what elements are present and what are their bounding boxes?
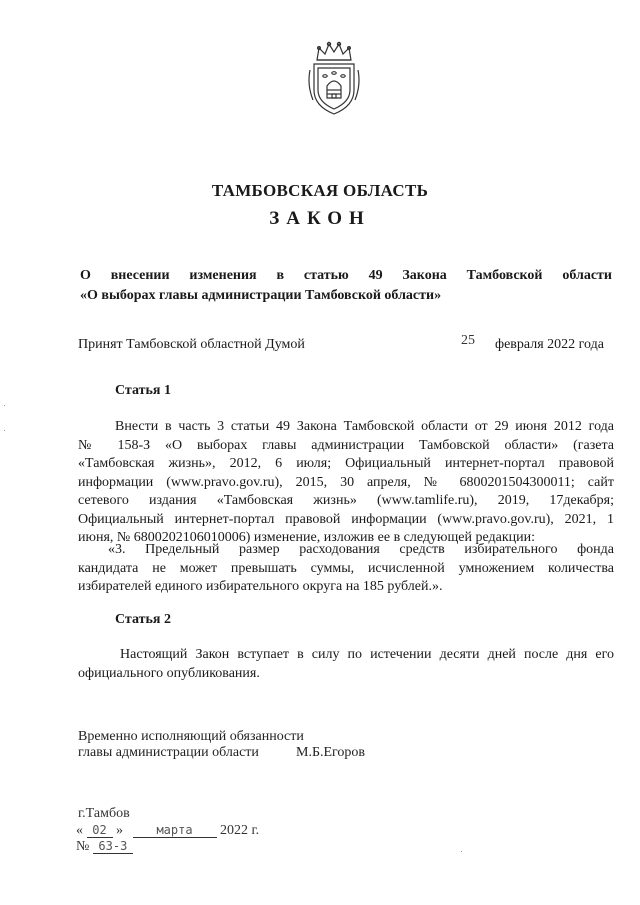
law-number [76,839,133,855]
article-1-quote-line: кандидата не может превышать суммы, исчисленной умножением количества [78,560,614,576]
article-1-quote-line: «3. Предельный размер расходования средств избирательного фонда [108,542,614,557]
article-1-line: Официальный интернет-портал правовой информации (www.pravo.gov.ru), 2021, 1 [78,511,614,527]
law-number-prefix: № [76,839,90,854]
scan-speck [461,851,462,852]
signing-year: 2022 г. [220,823,260,838]
signing-date [76,823,259,839]
signing-month: марта [133,823,217,838]
document-type-title: ЗАКОН [269,208,371,229]
scan-speck [4,430,5,431]
signing-city: г.Тамбов [78,806,130,821]
article-1-body [78,418,614,548]
date-open-quote: « [76,823,83,838]
article-1-heading: Статья 1 [115,383,171,398]
signing-day: 02 [87,823,113,838]
adoption-day: 25 [461,333,475,348]
region-title: ТАМБОВСКАЯ ОБЛАСТЬ [211,181,429,200]
article-1-line: информации (www.pravo.gov.ru), 2015, 30 апреля, № 6800201504300011; сайт [78,474,614,490]
adoption-text: Принят Тамбовской областной Думой [78,337,305,352]
law-subject-line-2: «О выборах главы администрации Тамбовской области» [80,288,442,303]
article-2-line: Настоящий Закон вступает в силу по истечении десяти дней после дня его [120,647,614,662]
law-subject-line-1: О внесении изменения в статью 49 Закона Тамбовской области [80,268,612,283]
article-1-quote [78,541,614,597]
adoption-date: февраля 2022 года [495,337,604,352]
article-1-quote-line: избирателей единого избирательного округа на 185 рублей.». [78,579,443,594]
article-2-line: официального опубликования. [78,665,260,681]
date-close-quote: » [116,823,123,838]
scan-speck [4,405,5,406]
article-1-line: «Тамбовская жизнь», 2012, 6 июля; Официальный интернет-портал правовой [78,456,614,471]
article-1-line: сетевого издания «Тамбовская жизнь» (www.tamlife.ru), 2019, 17декабря; [78,493,614,508]
signatory-title-line-2: главы администрации области [78,745,259,760]
signatory-name: М.Б.Егоров [296,745,366,760]
coat-of-arms-emblem [305,40,363,118]
article-1-line: Внести в часть 3 статьи 49 Закона Тамбовской области от 29 июня 2012 года [115,419,614,434]
article-2-heading: Статья 2 [115,612,171,627]
article-1-line: № 158-З «О выборах главы администрации Тамбовской области» (газета [78,437,614,453]
signatory-title-line-1: Временно исполняющий обязанности [78,729,304,744]
law-number-value: 63-З [93,839,133,854]
article-2-body [78,646,614,683]
article-1-line: июня, № 6800202106010006) изменение, изложив ее в следующей редакции: [78,530,536,545]
